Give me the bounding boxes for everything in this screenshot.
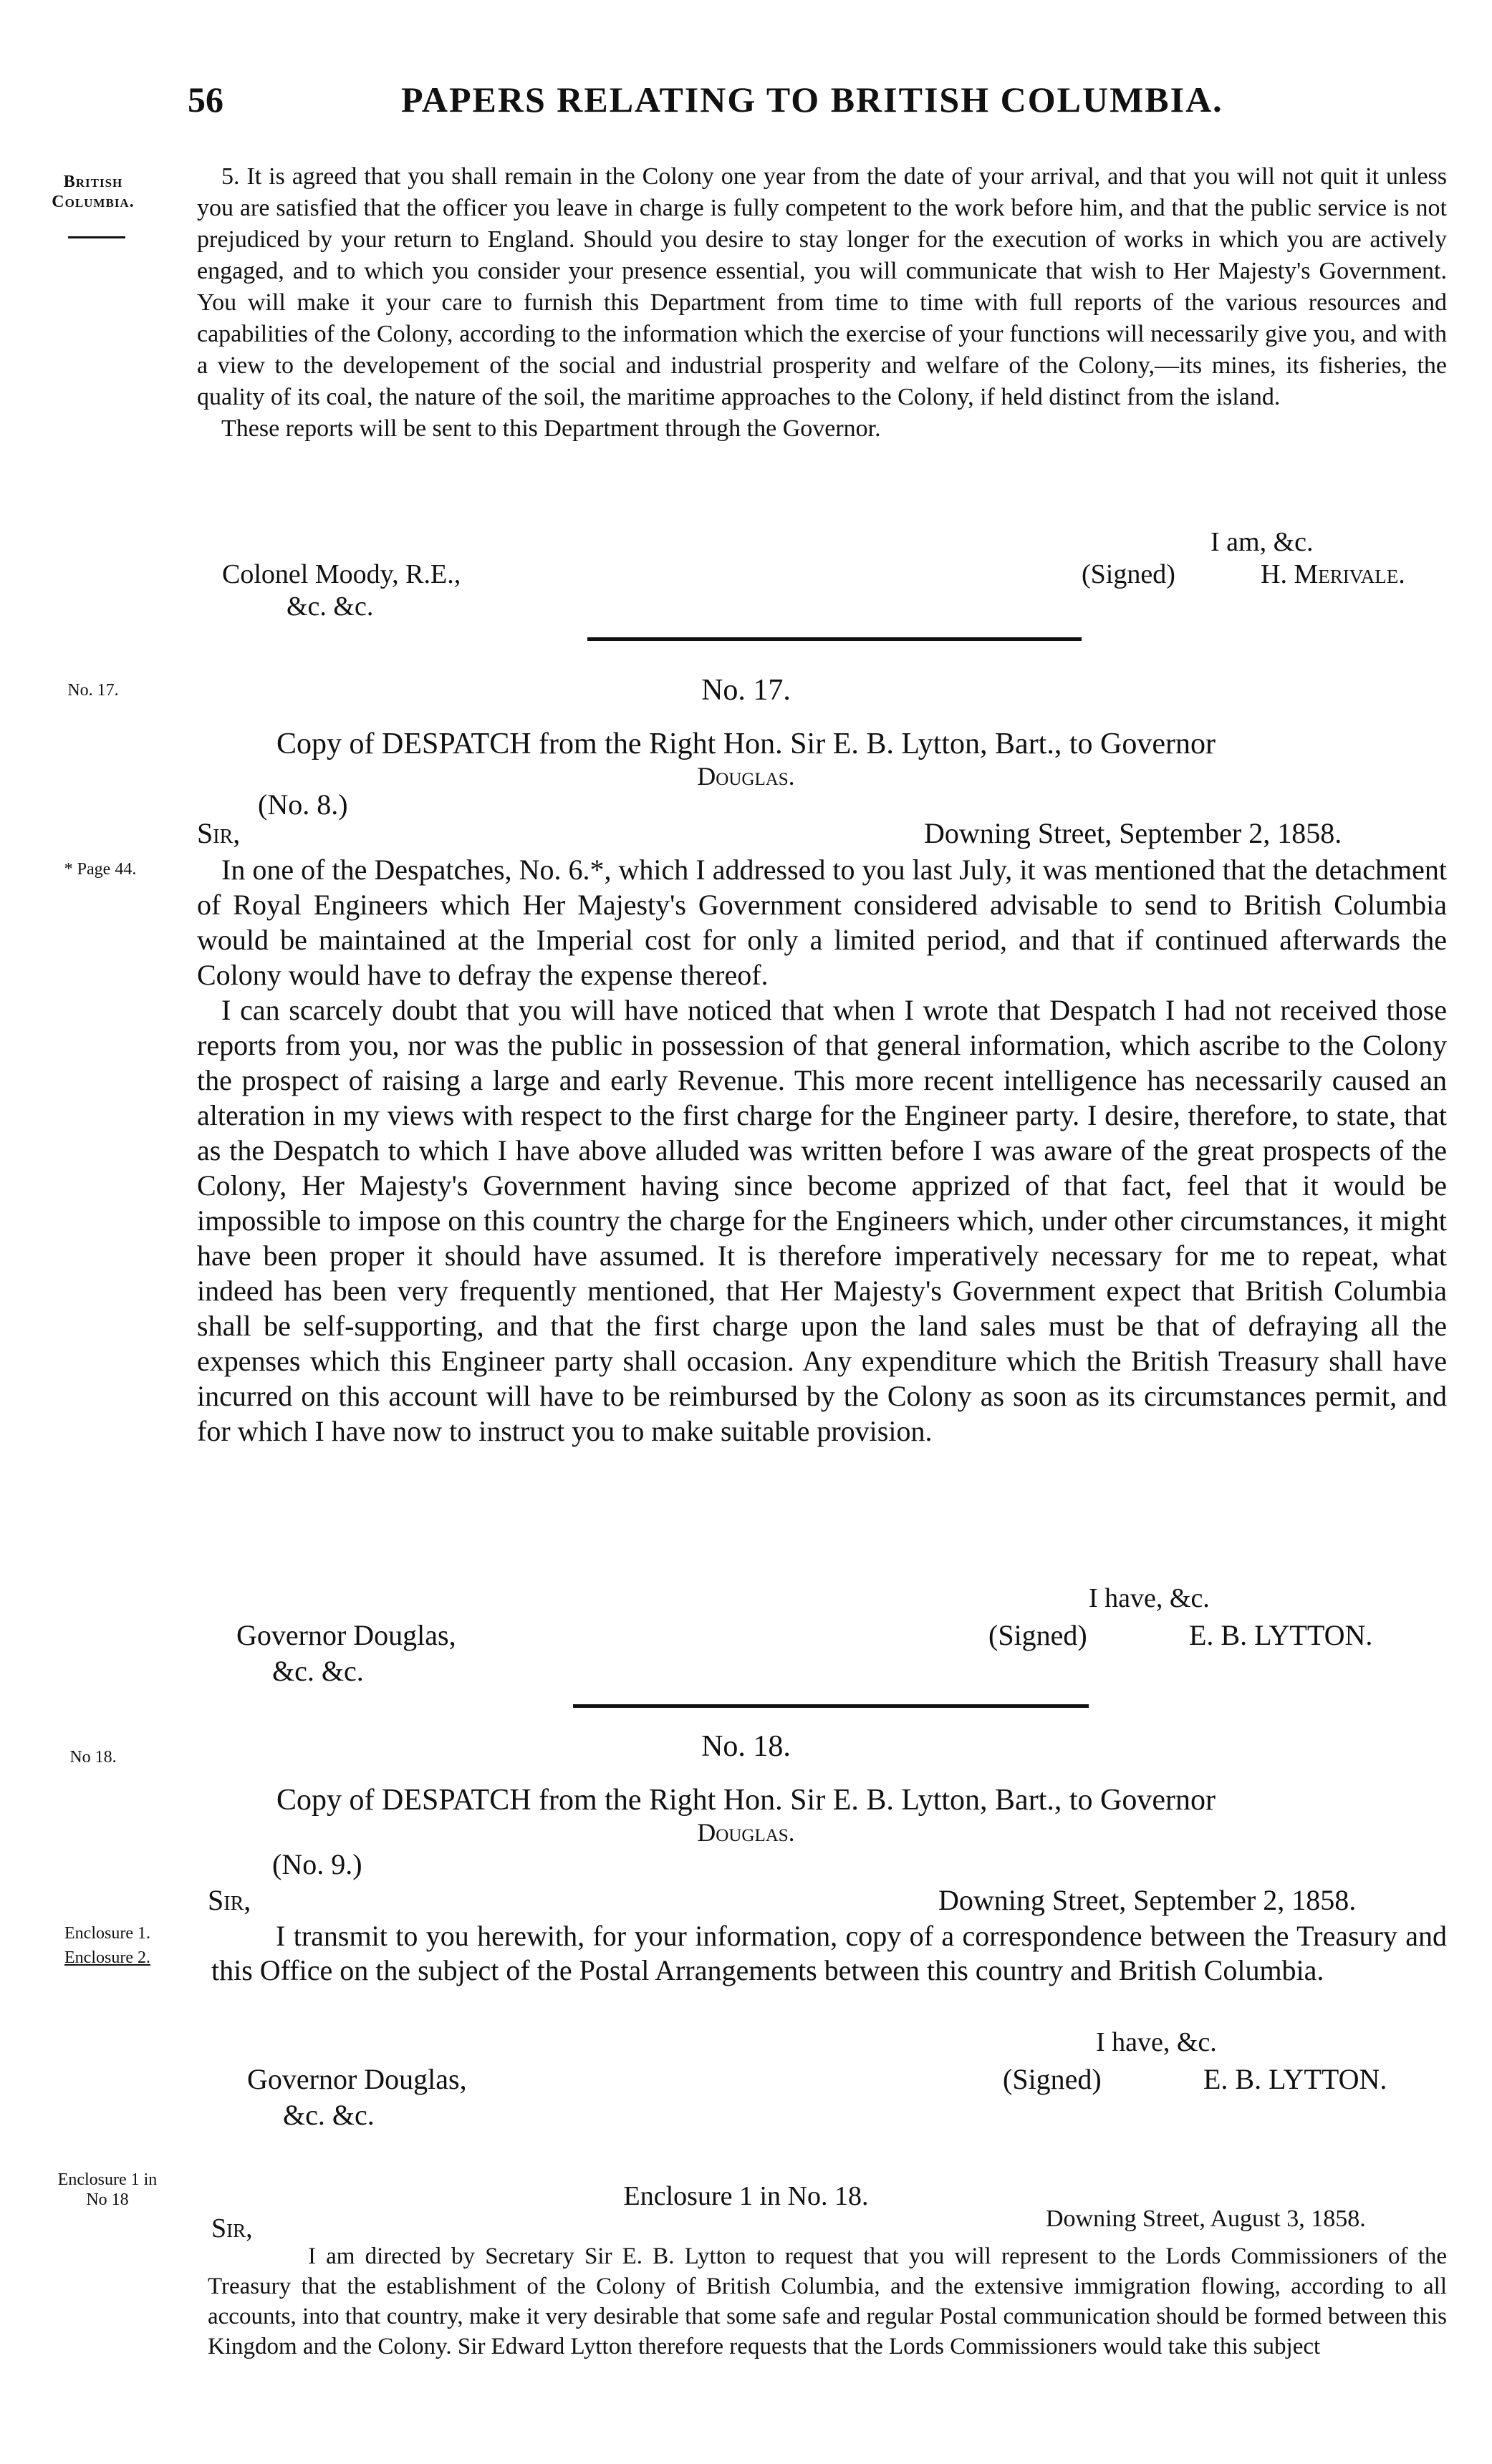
- no18-despatch-number: (No. 9.): [272, 1848, 362, 1880]
- margin-note-enclosure2: Enclosure 2.: [64, 1948, 150, 1967]
- margin-note-line: British: [63, 173, 123, 191]
- enclosure-salutation: Sir,: [211, 2213, 253, 2243]
- page-title: PAPERS RELATING TO BRITISH COLUMBIA.: [401, 79, 1223, 120]
- margin-note-no18: No 18.: [69, 1748, 117, 1767]
- signed-label: (Signed): [988, 1619, 1087, 1651]
- no17-heading: [0, 727, 1492, 791]
- no18-heading: [0, 1783, 1492, 1847]
- no17-salutation: Sir,: [197, 817, 241, 849]
- page-number: 56: [188, 79, 223, 120]
- page-header: [0, 79, 1492, 136]
- signed-label: (Signed): [1082, 559, 1175, 589]
- no17-addressee: Governor Douglas,: [236, 1619, 456, 1651]
- no18-signer: E. B. LYTTON.: [1203, 2063, 1387, 2095]
- enclosure-title: Enclosure 1 in No. 18.: [623, 2181, 869, 2211]
- no17-closing: I have, &c.: [1089, 1583, 1210, 1613]
- heading-line: Douglas.: [697, 762, 795, 791]
- no17-body: [197, 852, 1447, 1449]
- paragraph-text: I transmit to you herewith, for your information, copy of a correspondence between the Treasury and this Office on the subject of the Postal Arrangements between this country and British Columbia.: [211, 1920, 1447, 1986]
- paragraph-text: I can scarcely doubt that you will have noticed that when I wrote that Despatch I had not received those reports from you, nor was the public in possession of that general information, which ascribe to the Colony the prospect of raising a large and early Revenue. This more recent intelligence has necessarily caused an alteration in my views with respect to the first charge for the Engineer party. I desire, therefore, to state, that as the Despatch to which I have above alluded was written before I was aware of the great prospects of the Colony, Her Majesty's Government having since become apprized of that fact, feel that it would be impossible to impose on this country the charge for the Engineers which, under other circumstances, it might have been proper it should have assumed. It is therefore imperatively necessary for me to repeat, what indeed has been very frequently mentioned, that Her Majesty's Government expect that British Columbia shall be self-supporting, and that the first charge upon the land sales must be that of defraying all the expenses which this Engineer party shall occasion. Any expenditure which the British Treasury shall have incurred on this account will have to be reimbursed by the Colony as soon as its circumstances permit, and for which I have now to instruct you to make suitable provision.: [197, 994, 1447, 1447]
- no18-number: No. 18.: [701, 1730, 791, 1763]
- no17-despatch-number: (No. 8.): [258, 788, 348, 821]
- paragraph-text: In one of the Despatches, No. 6.*, which I addressed to you last July, it was mentioned that the detachment of Royal Engineers which Her Majesty's Government considered advisable to send to British Columbia would be maintained at the Imperial cost for only a limited period, and that if continued afterwards the Colony would have to defray the expense thereof.: [197, 854, 1447, 991]
- enclosure-body: [208, 2241, 1447, 2362]
- merivale-signer: H. Merivale.: [1261, 559, 1405, 589]
- margin-note-british-columbia: [29, 172, 158, 212]
- paragraph-text: I am directed by Secretary Sir E. B. Lytton to request that you will represent to the Lords Commissioners of the Treasury that the establishment of the Colony of British Columbia, and the extensive immigration flowing, according to all accounts, into that country, make it very desirable that some safe and regular Postal communication should be formed between this Kingdom and the Colony. Sir Edward Lytton therefore requests that the Lords Commissioners would take this subject: [208, 2243, 1447, 2359]
- merivale-addressee-etc: &c. &c.: [287, 591, 374, 622]
- no18-salutation: Sir,: [208, 1884, 251, 1916]
- margin-note-line: Columbia.: [52, 193, 135, 211]
- no17-signer: E. B. LYTTON.: [1189, 1619, 1373, 1651]
- heading-line: Copy of DESPATCH from the Right Hon. Sir E. B. Lytton, Bart., to Governor: [276, 1784, 1216, 1817]
- merivale-addressee: Colonel Moody, R.E.,: [222, 559, 461, 589]
- no18-closing: I have, &c.: [1096, 2027, 1217, 2057]
- merivale-paragraph: [197, 161, 1447, 445]
- section-divider: [573, 1704, 1089, 1708]
- paragraph-text: 5. It is agreed that you shall remain in the Colony one year from the date of your arrival, and that you will not quit it unless you are satisfied that the officer you leave in charge is fully competent to the work before him, and that the public service is not prejudiced by your return to England. Should you desire to stay longer for the execution of works in which you are actively engaged, and to which you consider your presence essential, you will communicate that wish to Her Majesty's Government. You will make it your care to furnish this Department from time to time with full reports of the various resources and capabilities of the Colony, according to the information which the exercise of your functions will necessarily give you, and with a view to the developement of the social and industrial prosperity and welfare of the Colony,—its mines, its fisheries, the quality of its coal, the nature of the soil, the maritime approaches to the Colony, if held distinct from the island.: [197, 163, 1447, 410]
- signed-label: (Signed): [1003, 2063, 1102, 2095]
- heading-line: Copy of DESPATCH from the Right Hon. Sir E. B. Lytton, Bart., to Governor: [276, 728, 1216, 760]
- margin-note-page44: * Page 44.: [64, 860, 137, 879]
- paragraph-text: These reports will be sent to this Department through the Governor.: [221, 415, 881, 442]
- no18-addressee-etc: &c. &c.: [283, 2099, 375, 2131]
- enclosure-place-date: Downing Street, August 3, 1858.: [1046, 2205, 1366, 2232]
- margin-note-enclosure1: Enclosure 1.: [64, 1924, 150, 1943]
- no17-place-date: Downing Street, September 2, 1858.: [924, 817, 1342, 849]
- heading-line: Douglas.: [697, 1818, 795, 1847]
- no18-addressee: Governor Douglas,: [247, 2063, 467, 2095]
- no18-body: [211, 1919, 1447, 1988]
- margin-divider: [68, 236, 125, 238]
- margin-note-line: Enclosure 1 in: [57, 2170, 158, 2189]
- no17-addressee-etc: &c. &c.: [272, 1655, 364, 1687]
- margin-note-no17: No. 17.: [67, 681, 119, 700]
- margin-note-line: No 18: [86, 2190, 129, 2209]
- no17-number: No. 17.: [701, 674, 791, 707]
- section-divider: [587, 637, 1082, 641]
- no18-place-date: Downing Street, September 2, 1858.: [938, 1884, 1357, 1916]
- merivale-closing: I am, &c.: [1211, 527, 1314, 557]
